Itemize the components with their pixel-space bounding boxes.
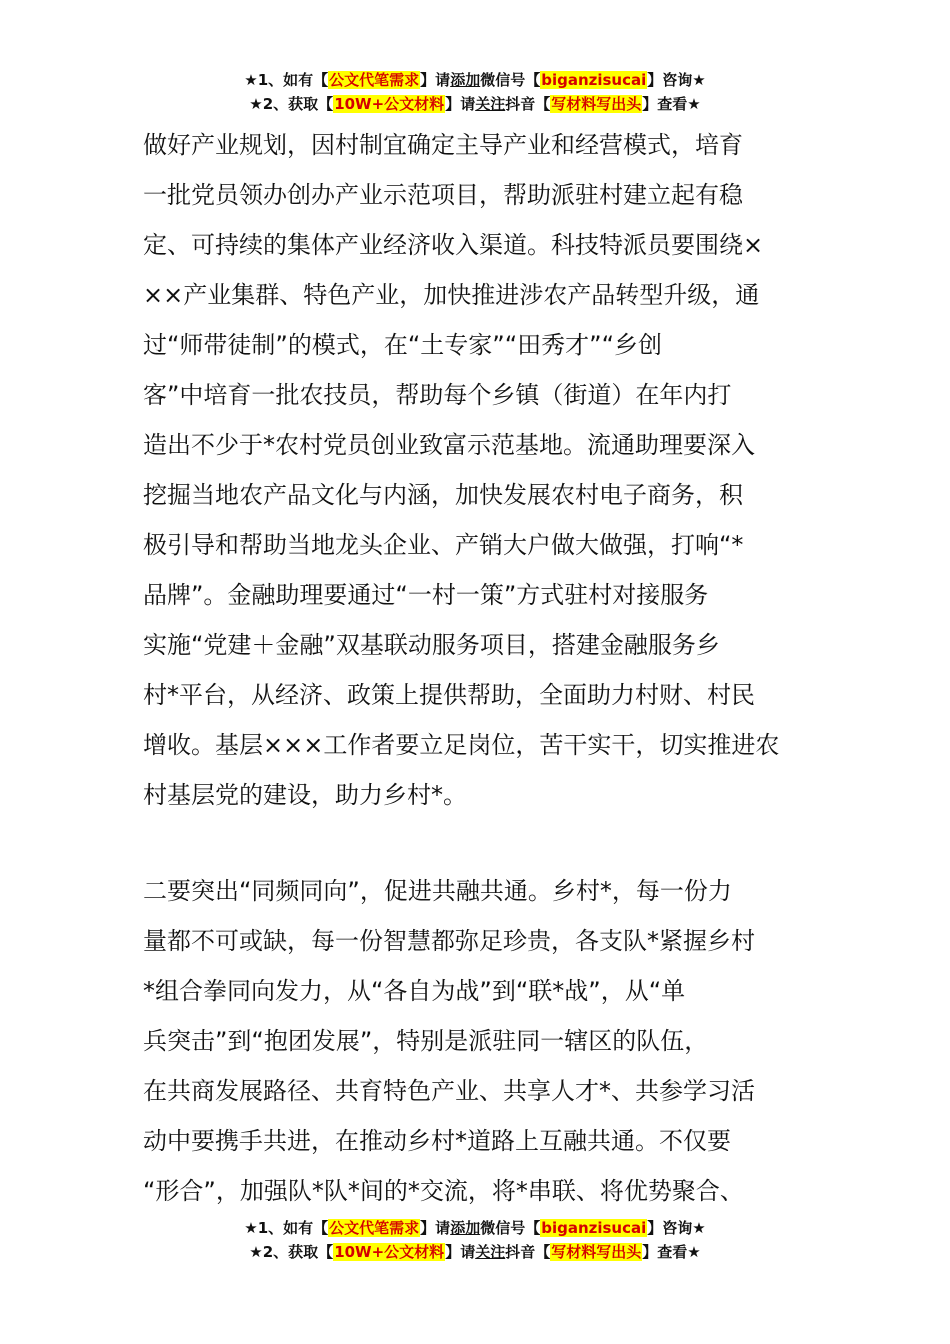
text-line: 量都不可或缺，每一份智慧都弥足珍贵，各支队*紧握乡村 bbox=[143, 927, 755, 955]
highlight-materials: 10W+公文材料 bbox=[334, 95, 445, 113]
highlight-ghostwriting: 公文代笔需求 bbox=[329, 71, 420, 89]
banner-underlined-text: 关注 bbox=[475, 95, 506, 113]
banner-text: ★1、如有【 bbox=[244, 1219, 329, 1237]
banner-underlined-text: 添加 bbox=[450, 71, 481, 89]
banner-text: 】请 bbox=[420, 71, 451, 89]
text-line: ××产业集群、特色产业，加快推进涉农产品转型升级，通 bbox=[143, 281, 760, 309]
body-paragraph-2 bbox=[143, 866, 815, 1216]
highlight-douyin-account: 写材料写出头 bbox=[551, 95, 642, 113]
text-line: 做好产业规划，因村制宜确定主导产业和经营模式，培育 bbox=[143, 131, 743, 159]
text-line: 兵突击”到“抱团发展”，特别是派驻同一辖区的队伍， bbox=[143, 1027, 709, 1055]
banner-text: 微信号【 bbox=[480, 71, 541, 89]
banner-text: 】请 bbox=[445, 95, 476, 113]
highlight-wechat-id: biganzisucai bbox=[541, 71, 647, 89]
banner-line-1 bbox=[0, 1216, 950, 1240]
text-line: 村基层党的建设，助力乡村*。 bbox=[143, 781, 467, 809]
text-line: *组合拳同向发力，从“各自为战”到“联*战”，从“单 bbox=[143, 977, 686, 1005]
footer-banner bbox=[0, 1216, 950, 1264]
banner-text: 】查看★ bbox=[642, 95, 701, 113]
banner-text: 】请 bbox=[445, 1243, 476, 1261]
banner-text: 】查看★ bbox=[642, 1243, 701, 1261]
banner-text: ★2、获取【 bbox=[249, 1243, 334, 1261]
text-line: 客”中培育一批农技员，帮助每个乡镇（街道）在年内打 bbox=[143, 381, 732, 409]
text-line: 过“师带徒制”的模式，在“土专家”“田秀才”“乡创 bbox=[143, 331, 663, 359]
text-line: 定、可持续的集体产业经济收入渠道。科技特派员要围绕× bbox=[143, 231, 764, 259]
text-line: 一批党员领办创办产业示范项目，帮助派驻村建立起有稳 bbox=[143, 181, 743, 209]
text-line: 动中要携手共进，在推动乡村*道路上互融共通。不仅要 bbox=[143, 1127, 731, 1155]
text-line: 挖掘当地农产品文化与内涵，加快发展农村电子商务，积 bbox=[143, 481, 743, 509]
highlight-materials: 10W+公文材料 bbox=[334, 1243, 445, 1261]
banner-underlined-text: 关注 bbox=[475, 1243, 506, 1261]
text-line: 品牌”。金融助理要通过“一村一策”方式驻村对接服务 bbox=[143, 581, 709, 609]
banner-text: 】咨询★ bbox=[647, 71, 706, 89]
banner-line-2 bbox=[0, 92, 950, 116]
text-line: 造出不少于*农村党员创业致富示范基地。流通助理要深入 bbox=[143, 431, 755, 459]
text-line: 极引导和帮助当地龙头企业、产销大户做大做强，打响“* bbox=[143, 531, 744, 559]
text-line: 在共商发展路径、共育特色产业、共享人才*、共参学习活 bbox=[143, 1077, 755, 1105]
body-paragraph-1 bbox=[143, 120, 815, 820]
banner-text: ★2、获取【 bbox=[249, 95, 334, 113]
banner-text: ★1、如有【 bbox=[244, 71, 329, 89]
text-line: “形合”，加强队*队*间的*交流，将*串联、将优势聚合、 bbox=[143, 1177, 744, 1205]
banner-text: 抖音【 bbox=[505, 1243, 551, 1261]
text-line: 实施“党建＋金融”双基联动服务项目，搭建金融服务乡 bbox=[143, 631, 720, 659]
header-banner bbox=[0, 68, 950, 116]
banner-line-2 bbox=[0, 1240, 950, 1264]
banner-text: 】请 bbox=[420, 1219, 451, 1237]
banner-text: 】咨询★ bbox=[647, 1219, 706, 1237]
text-line: 增收。基层×××工作者要立足岗位，苦干实干，切实推进农 bbox=[143, 731, 780, 759]
highlight-wechat-id: biganzisucai bbox=[541, 1219, 647, 1237]
text-line: 二要突出“同频同向”，促进共融共通。乡村*，每一份力 bbox=[143, 877, 732, 905]
highlight-ghostwriting: 公文代笔需求 bbox=[329, 1219, 420, 1237]
text-line: 村*平台，从经济、政策上提供帮助，全面助力村财、村民 bbox=[143, 681, 755, 709]
banner-text: 微信号【 bbox=[480, 1219, 541, 1237]
banner-line-1 bbox=[0, 68, 950, 92]
highlight-douyin-account: 写材料写出头 bbox=[551, 1243, 642, 1261]
banner-text: 抖音【 bbox=[505, 95, 551, 113]
banner-underlined-text: 添加 bbox=[450, 1219, 481, 1237]
